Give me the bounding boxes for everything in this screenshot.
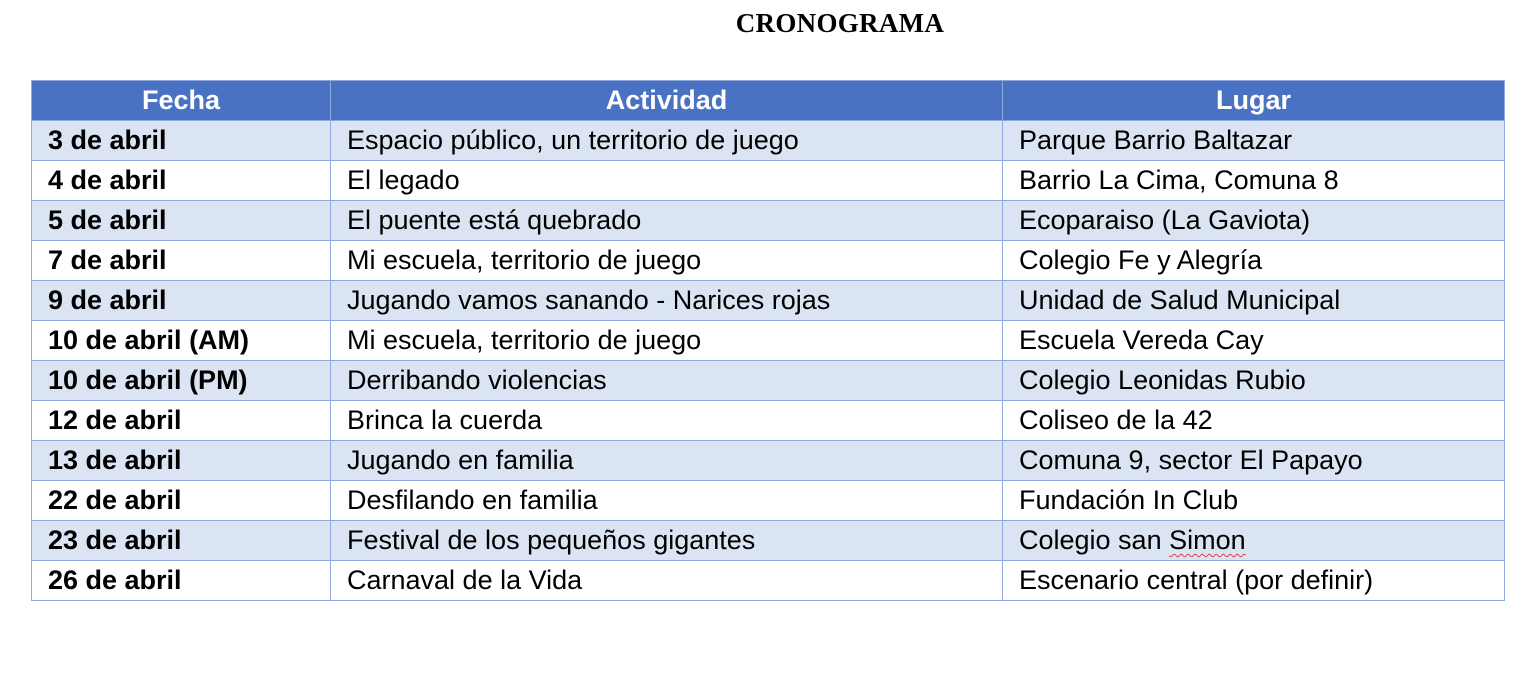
cell-lugar-text: Colegio san: [1019, 525, 1170, 555]
cell-fecha: 5 de abril: [32, 201, 331, 241]
table-row: [32, 321, 1505, 361]
table-header-row: [32, 81, 1505, 121]
cell-actividad: Mi escuela, territorio de juego: [331, 321, 1003, 361]
cell-fecha: 12 de abril: [32, 401, 331, 441]
header-fecha: Fecha: [32, 81, 331, 121]
cell-lugar: Ecoparaiso (La Gaviota): [1003, 201, 1505, 241]
table-row: [32, 521, 1505, 561]
cell-fecha: 3 de abril: [32, 121, 331, 161]
cell-actividad: Espacio público, un territorio de juego: [331, 121, 1003, 161]
cell-actividad: Derribando violencias: [331, 361, 1003, 401]
table-row: [32, 201, 1505, 241]
cell-actividad: El puente está quebrado: [331, 201, 1003, 241]
cell-actividad: Mi escuela, territorio de juego: [331, 241, 1003, 281]
cell-fecha: 23 de abril: [32, 521, 331, 561]
cell-actividad: El legado: [331, 161, 1003, 201]
table-row: [32, 441, 1505, 481]
cell-fecha: 10 de abril (PM): [32, 361, 331, 401]
cell-lugar: Escuela Vereda Cay: [1003, 321, 1505, 361]
table-row: [32, 121, 1505, 161]
cell-lugar: Fundación In Club: [1003, 481, 1505, 521]
table-row: [32, 361, 1505, 401]
table-row: [32, 401, 1505, 441]
cell-lugar: [1003, 521, 1505, 561]
cell-lugar: Escenario central (por definir): [1003, 561, 1505, 601]
table-row: [32, 481, 1505, 521]
header-actividad: Actividad: [331, 81, 1003, 121]
cell-actividad: Desfilando en familia: [331, 481, 1003, 521]
cell-fecha: 4 de abril: [32, 161, 331, 201]
header-lugar: Lugar: [1003, 81, 1505, 121]
cell-lugar: Barrio La Cima, Comuna 8: [1003, 161, 1505, 201]
cell-actividad: Brinca la cuerda: [331, 401, 1003, 441]
cell-actividad: Jugando vamos sanando - Narices rojas: [331, 281, 1003, 321]
table-row: [32, 241, 1505, 281]
cell-lugar: Colegio Leonidas Rubio: [1003, 361, 1505, 401]
cell-fecha: 26 de abril: [32, 561, 331, 601]
page-title: CRONOGRAMA: [735, 8, 945, 38]
cell-lugar: Colegio Fe y Alegría: [1003, 241, 1505, 281]
cell-lugar: Unidad de Salud Municipal: [1003, 281, 1505, 321]
cell-fecha: 7 de abril: [32, 241, 331, 281]
table-row: [32, 561, 1505, 601]
table-row: [32, 281, 1505, 321]
cell-lugar: Comuna 9, sector El Papayo: [1003, 441, 1505, 481]
cell-actividad: Festival de los pequeños gigantes: [331, 521, 1003, 561]
cell-fecha: 9 de abril: [32, 281, 331, 321]
cell-fecha: 22 de abril: [32, 481, 331, 521]
cell-actividad: Jugando en familia: [331, 441, 1003, 481]
cell-actividad: Carnaval de la Vida: [331, 561, 1003, 601]
schedule-table: [31, 80, 1505, 601]
cell-lugar: Parque Barrio Baltazar: [1003, 121, 1505, 161]
spellcheck-flagged-word[interactable]: Simon: [1169, 525, 1246, 555]
cell-fecha: 13 de abril: [32, 441, 331, 481]
cell-lugar: Coliseo de la 42: [1003, 401, 1505, 441]
cell-fecha: 10 de abril (AM): [32, 321, 331, 361]
table-row: [32, 161, 1505, 201]
